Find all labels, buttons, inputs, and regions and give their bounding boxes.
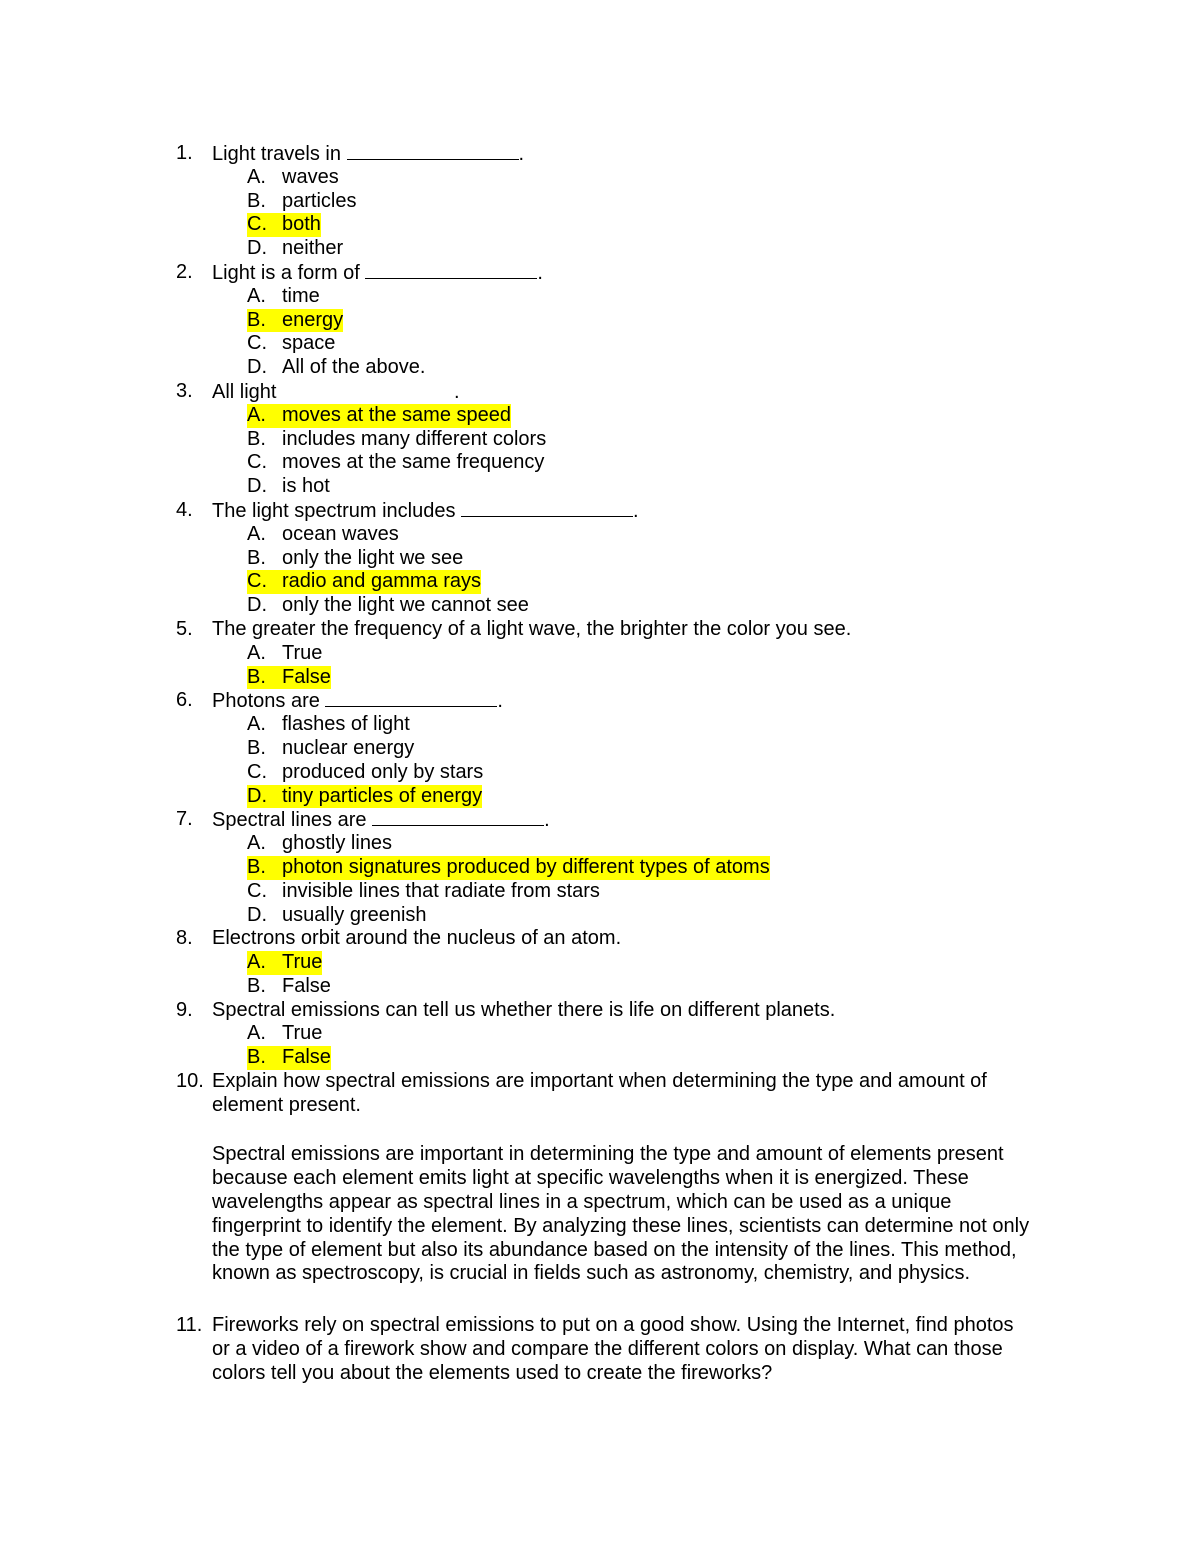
option-text: photon signatures produced by different types of atoms — [282, 855, 770, 878]
question-stem: Spectral lines are — [212, 809, 367, 832]
answer-blank — [372, 808, 544, 826]
option-line — [176, 356, 1076, 380]
question-stem: Photons are — [212, 690, 320, 713]
correct-option — [247, 404, 511, 428]
answer-option — [247, 547, 463, 571]
question-line — [176, 1094, 1076, 1118]
option-text: space — [282, 332, 336, 355]
option-text: particles — [282, 189, 357, 212]
question-number: 5. — [176, 617, 193, 640]
answer-text: the type of element but also its abundance based on the intensity of the lines. This method, — [212, 1238, 1017, 1261]
question-text — [212, 142, 524, 167]
answer-text: known as spectroscopy, is crucial in fields such as astronomy, chemistry, and physics. — [212, 1262, 971, 1285]
option-text: All of the above. — [282, 356, 426, 379]
option-letter: B. — [247, 665, 266, 688]
question-text — [212, 927, 621, 951]
question-line — [176, 1314, 1076, 1338]
answer-text: because each element emits light at specific wavelengths when it is energized. These — [212, 1167, 969, 1190]
question-stem: The light spectrum includes — [212, 499, 456, 522]
option-letter: D. — [247, 475, 267, 498]
option-letter: B. — [247, 427, 266, 450]
option-line — [176, 642, 1076, 666]
answer-text-line — [176, 1215, 1076, 1239]
option-line — [176, 666, 1076, 690]
option-line — [176, 213, 1076, 237]
option-text: ocean waves — [282, 522, 399, 545]
answer-text: wavelengths appear as spectral lines in a spectrum, which can be used as a unique — [212, 1191, 952, 1214]
question-text: Fireworks rely on spectral emissions to put on a good show. Using the Internet, find photos — [212, 1314, 1014, 1337]
answer-option — [247, 904, 427, 928]
option-text: nuclear energy — [282, 736, 415, 759]
option-letter: A. — [247, 832, 266, 855]
option-letter: C. — [247, 332, 267, 355]
option-letter: C. — [247, 213, 267, 236]
question-line — [176, 689, 1076, 713]
answer-option — [247, 594, 529, 618]
answer-blank — [282, 380, 454, 398]
option-letter: B. — [247, 1046, 266, 1069]
question-10 — [176, 1070, 1076, 1286]
question-text — [212, 808, 550, 833]
option-text: moves at the same frequency — [282, 451, 545, 474]
question-text: colors tell you about the elements used to create the fireworks? — [212, 1361, 773, 1384]
option-text: waves — [282, 165, 339, 188]
question-text: element present. — [212, 1093, 361, 1116]
option-letter: C. — [247, 879, 267, 902]
answer-option — [247, 332, 335, 356]
option-letter: A. — [247, 713, 266, 736]
answer-text-line — [176, 1262, 1076, 1286]
answer-option — [247, 975, 331, 999]
option-text: only the light we see — [282, 546, 464, 569]
option-line — [176, 880, 1076, 904]
option-line — [176, 451, 1076, 475]
option-text: only the light we cannot see — [282, 594, 529, 617]
option-letter: A. — [247, 1022, 266, 1045]
option-letter: A. — [247, 522, 266, 545]
question-text — [212, 380, 460, 405]
question-number: 1. — [176, 142, 193, 164]
quiz-content — [176, 142, 1076, 1385]
option-letter: C. — [247, 570, 267, 593]
question-line — [176, 261, 1076, 285]
question-text: or a video of a firework show and compare the different colors on display. What can those — [212, 1337, 1003, 1360]
option-letter: A. — [247, 403, 266, 426]
option-letter: B. — [247, 855, 266, 878]
option-line — [176, 309, 1076, 333]
question-stem: Light travels in — [212, 143, 341, 165]
question-number: 7. — [176, 808, 193, 831]
answer-text-line — [176, 1191, 1076, 1215]
question-line — [176, 927, 1076, 951]
answer-option — [247, 737, 414, 761]
option-text: time — [282, 284, 320, 307]
option-text: False — [282, 974, 331, 997]
option-text: produced only by stars — [282, 760, 484, 783]
answer-option — [247, 713, 410, 737]
question-number: 9. — [176, 998, 193, 1021]
option-line — [176, 856, 1076, 880]
question-text — [212, 999, 835, 1023]
option-line — [176, 713, 1076, 737]
answer-blank — [347, 142, 519, 160]
option-text: energy — [282, 308, 344, 331]
option-line — [176, 285, 1076, 309]
option-text: both — [282, 213, 321, 236]
question-number: 11. — [176, 1314, 203, 1337]
option-text: usually greenish — [282, 903, 427, 926]
option-line — [176, 1046, 1076, 1070]
option-text: includes many different colors — [282, 427, 547, 450]
option-line — [176, 428, 1076, 452]
question-stem: All light — [212, 380, 277, 403]
question-stem-end: . — [518, 143, 525, 165]
answer-blank — [365, 261, 537, 279]
option-line — [176, 832, 1076, 856]
answer-blank — [325, 689, 497, 707]
answer-option — [247, 451, 544, 475]
correct-option — [247, 856, 770, 880]
answer-option — [247, 428, 546, 452]
question-stem: The greater the frequency of a light wave, the brighter the color you see. — [212, 617, 852, 640]
question-number: 6. — [176, 689, 193, 712]
option-line — [176, 594, 1076, 618]
option-letter: B. — [247, 974, 266, 997]
question-line — [176, 999, 1076, 1023]
question-stem-end: . — [633, 499, 639, 522]
answer-text-line — [176, 1167, 1076, 1191]
question-stem: Electrons orbit around the nucleus of an atom. — [212, 927, 622, 950]
option-line — [176, 1022, 1076, 1046]
option-text: neither — [282, 237, 344, 260]
answer-option — [247, 285, 320, 309]
question-number: 4. — [176, 498, 193, 521]
answer-option — [247, 166, 339, 190]
option-text: invisible lines that radiate from stars — [282, 879, 600, 902]
option-letter: B. — [247, 736, 266, 759]
question-text — [212, 618, 851, 642]
question-line — [176, 499, 1076, 523]
question-line — [176, 142, 1076, 166]
option-letter: D. — [247, 903, 267, 926]
option-letter: D. — [247, 237, 267, 260]
option-letter: D. — [247, 356, 267, 379]
answer-option — [247, 642, 322, 666]
answer-option — [247, 523, 399, 547]
answer-option — [247, 880, 600, 904]
option-line — [176, 761, 1076, 785]
option-text: False — [282, 665, 331, 688]
option-text: radio and gamma rays — [282, 570, 481, 593]
option-letter: A. — [247, 641, 266, 664]
option-line — [176, 475, 1076, 499]
option-line — [176, 166, 1076, 190]
option-letter: A. — [247, 951, 266, 974]
option-line — [176, 547, 1076, 571]
option-letter: B. — [247, 546, 266, 569]
answer-option — [247, 761, 483, 785]
option-letter: B. — [247, 308, 266, 331]
question-text — [212, 689, 503, 714]
answer-blank — [461, 499, 633, 517]
option-letter: A. — [247, 165, 266, 188]
question-line — [176, 380, 1076, 404]
correct-option — [247, 309, 343, 333]
option-text: True — [282, 951, 323, 974]
correct-option — [247, 570, 481, 594]
option-line — [176, 785, 1076, 809]
question-line — [176, 618, 1076, 642]
question-line — [176, 1070, 1076, 1094]
option-letter: D. — [247, 594, 267, 617]
question-number: 2. — [176, 260, 193, 283]
option-letter: B. — [247, 189, 266, 212]
option-line — [176, 737, 1076, 761]
correct-option — [247, 1046, 331, 1070]
question-stem: Spectral emissions can tell us whether there is life on different planets. — [212, 998, 836, 1021]
question-stem: Light is a form of — [212, 261, 360, 284]
option-text: True — [282, 641, 323, 664]
question-number: 8. — [176, 927, 193, 950]
question-number: 3. — [176, 379, 193, 402]
option-text: is hot — [282, 475, 330, 498]
answer-option — [247, 356, 425, 380]
question-text — [212, 499, 639, 524]
question-text — [212, 261, 543, 286]
question-line — [176, 1362, 1076, 1386]
correct-option — [247, 951, 322, 975]
question-stem-end: . — [544, 809, 550, 832]
question-stem-end: . — [537, 261, 543, 284]
option-line — [176, 975, 1076, 999]
answer-option — [247, 1022, 322, 1046]
option-line — [176, 523, 1076, 547]
correct-option — [247, 666, 331, 690]
answer-text-line — [176, 1239, 1076, 1263]
question-stem-end: . — [454, 380, 460, 403]
option-line — [176, 404, 1076, 428]
option-letter: A. — [247, 284, 266, 307]
option-line — [176, 951, 1076, 975]
correct-option — [247, 785, 482, 809]
answer-option — [247, 832, 392, 856]
correct-option — [247, 213, 321, 237]
answer-text: fingerprint to identify the element. By analyzing these lines, scientists can determine not only — [212, 1214, 1030, 1237]
option-line — [176, 332, 1076, 356]
option-letter: D. — [247, 784, 267, 807]
option-line — [176, 570, 1076, 594]
question-number: 10. — [176, 1070, 204, 1093]
question-line — [176, 808, 1076, 832]
option-text: ghostly lines — [282, 832, 393, 855]
answer-option — [247, 190, 356, 214]
option-letter: C. — [247, 451, 267, 474]
answer-text-line — [176, 1143, 1076, 1167]
answer-option — [247, 237, 343, 261]
option-text: moves at the same speed — [282, 403, 512, 426]
question-text: Explain how spectral emissions are important when determining the type and amount of — [212, 1070, 987, 1093]
option-text: flashes of light — [282, 713, 410, 736]
option-line — [176, 237, 1076, 261]
answer-text: Spectral emissions are important in determining the type and amount of elements present — [212, 1143, 1004, 1166]
option-line — [176, 190, 1076, 214]
option-text: True — [282, 1022, 323, 1045]
option-text: tiny particles of energy — [282, 784, 483, 807]
option-letter: C. — [247, 760, 267, 783]
option-text: False — [282, 1046, 331, 1069]
answer-option — [247, 475, 330, 499]
question-line — [176, 1338, 1076, 1362]
option-line — [176, 904, 1076, 928]
question-stem-end: . — [497, 690, 503, 713]
